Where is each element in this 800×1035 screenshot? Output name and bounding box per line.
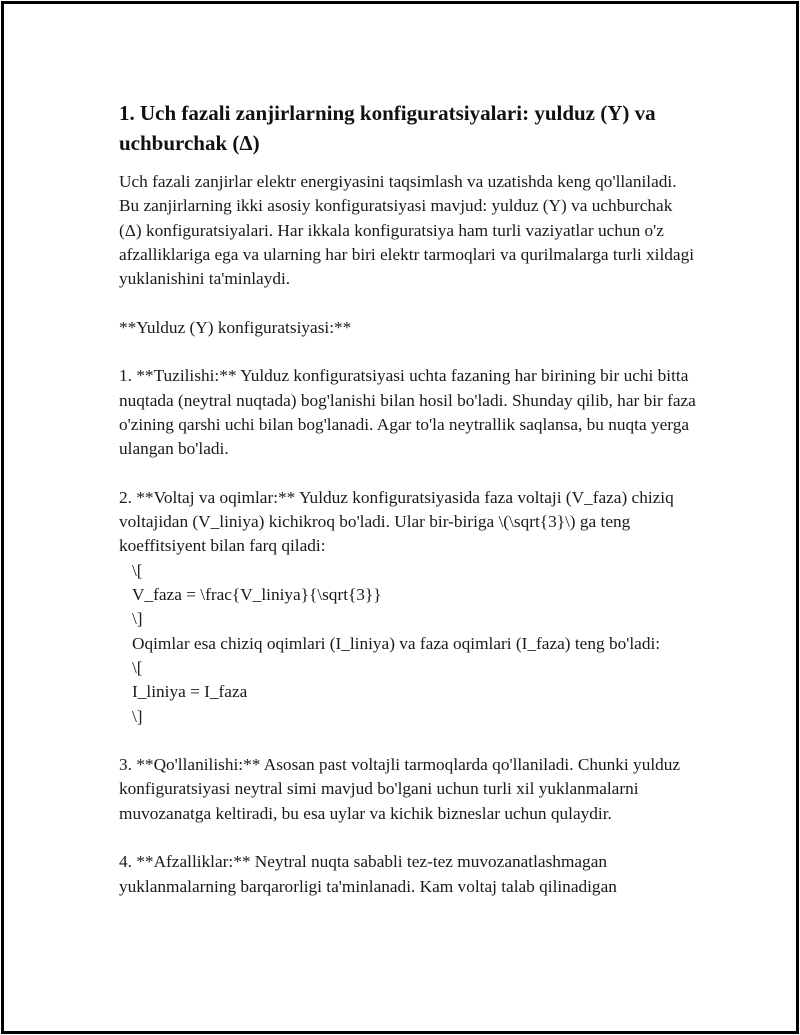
paragraph-spacer bbox=[119, 826, 699, 850]
section-heading: 1. Uch fazali zanjirlarning konfiguratsiyalari: yulduz (Y) va uchburchak (Δ) bbox=[119, 101, 656, 155]
formula-open: \[ bbox=[132, 560, 143, 580]
list-item-structure: 1. **Tuzilishi:** Yulduz konfiguratsiyasi uchta fazaning har birining bir uchi bitta nuqtada (neytral nuqtada) bog'lanishi bilan hosil bo'ladi. Shunday qilib, har bir faza o'zining qarshi uchi bilan bog'lanadi. Agar to'la neytrallik saqlansa, bu nuqta yerga ulangan bo'ladi. bbox=[119, 366, 701, 459]
list-item-currents bbox=[119, 632, 699, 656]
formula-phase-voltage: V_faza = \frac{V_liniya}{\sqrt{3}} bbox=[132, 585, 382, 605]
formula-close: \] bbox=[132, 609, 143, 629]
paragraph-spacer bbox=[119, 462, 699, 486]
formula-close: \] bbox=[132, 706, 143, 726]
list-item-advantages: 4. **Afzalliklar:** Neytral nuqta sababli tez-tez muvozanatlashmagan yuklanmalarning barqarorligi ta'minlanadi. Kam voltaj talab qilinadigan bbox=[119, 852, 617, 896]
document-body bbox=[119, 98, 699, 899]
currents-text: Oqimlar esa chiziq oqimlari (I_liniya) va faza oqimlari (I_faza) teng bo'ladi: bbox=[132, 633, 661, 653]
list-item-usage: 3. **Qo'llanilishi:** Asosan past voltajli tarmoqlarda qo'llaniladi. Chunki yulduz konfiguratsiyasi neytral simi mavjud bo'lgani uchun turli xil yuklanmalarni muvozanatga keltiradi, bu esa uylar va kichik bizneslar uchun qulaydir. bbox=[119, 755, 685, 823]
intro-paragraph: Uch fazali zanjirlar elektr energiyasini taqsimlash va uzatishda keng qo'llaniladi. Bu zanjirlarning ikki asosiy konfiguratsiyasi mavjud: yulduz (Y) va uchburchak (Δ) konfiguratsiyalari. Har ikkala konfiguratsiya ham turli vaziyatlar uchun o'z afzalliklariga ega va ularning har biri elektr tarmoqlari va qurilmalarga turli xildagi yuklanishini ta'minlaydi. bbox=[119, 172, 699, 289]
paragraph-spacer bbox=[119, 340, 699, 364]
paragraph-spacer bbox=[119, 729, 699, 753]
formula-open: \[ bbox=[132, 657, 143, 677]
list-item-voltage: 2. **Voltaj va oqimlar:** Yulduz konfiguratsiyasida faza voltaji (V_faza) chiziq voltajidan (V_liniya) kichikroq bo'ladi. Ular bir-biriga \(\sqrt{3}\) ga teng koeffitsiyent bilan farq qiladi: bbox=[119, 487, 679, 556]
document-page bbox=[1, 1, 799, 1034]
subsection-title: **Yulduz (Y) konfiguratsiyasi:** bbox=[119, 317, 352, 337]
formula-line-current: I_liniya = I_faza bbox=[132, 682, 248, 702]
paragraph-spacer bbox=[119, 291, 699, 315]
